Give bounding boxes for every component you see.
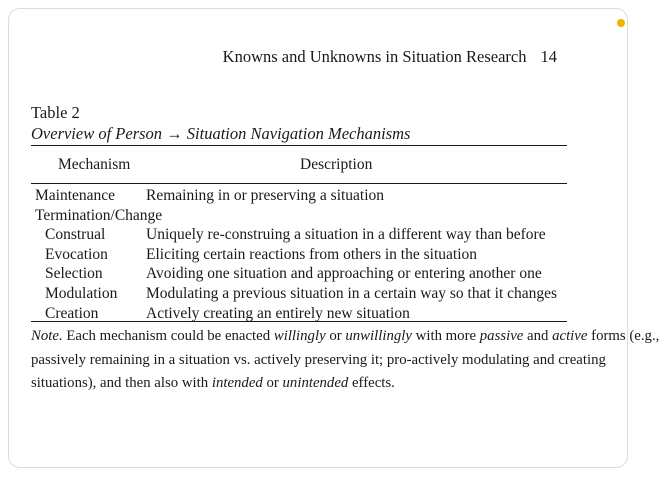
note-emphasis: intended — [211, 375, 263, 391]
note-text: and — [523, 328, 553, 344]
mechanism-cell: Construal — [45, 226, 106, 244]
note-line-1 — [31, 325, 659, 349]
running-head — [0, 47, 557, 67]
table-row — [31, 206, 567, 226]
note-emphasis: active — [552, 328, 588, 344]
description-cell: Remaining in or preserving a situation — [146, 187, 385, 204]
note-text: situations), and then also with — [31, 375, 212, 391]
column-header-mechanism: Mechanism — [58, 156, 131, 173]
note-text: or — [262, 375, 283, 391]
mechanism-cell: Maintenance — [35, 187, 116, 204]
column-header-description: Description — [300, 156, 373, 173]
note-text: or — [325, 328, 346, 344]
note-text: Each mechanism could be enacted — [62, 328, 274, 344]
note-emphasis: unintended — [282, 375, 349, 391]
table-top-rule — [31, 145, 567, 146]
table-row — [31, 225, 567, 245]
note-emphasis: unwillingly — [345, 328, 412, 344]
note-line-2: passively remaining in a situation vs. actively preserving it; pro-actively modulating and creating — [31, 351, 606, 368]
mechanism-cell: Evocation — [45, 245, 108, 263]
mechanism-cell: Modulation — [45, 284, 118, 302]
note-text: effects. — [348, 375, 395, 391]
table-note — [31, 325, 659, 396]
description-cell: Avoiding one situation and approaching or entering another one — [146, 265, 542, 283]
table-body — [31, 186, 567, 323]
description-cell: Actively creating an entirely new situation — [146, 304, 410, 322]
note-emphasis: passive — [479, 328, 524, 344]
table-caption: Overview of Person → Situation Navigation Mechanisms — [31, 124, 411, 143]
table-header-rule — [31, 183, 567, 184]
page-number: 14 — [540, 47, 557, 66]
description-cell: Modulating a previous situation in a certain way so that it changes — [146, 284, 558, 302]
table-bottom-rule — [31, 321, 567, 322]
table-label: Table 2 — [31, 103, 80, 122]
note-line-3 — [31, 372, 576, 396]
table-row — [31, 264, 567, 284]
description-cell: Eliciting certain reactions from others in the situation — [146, 245, 478, 263]
running-title: Knowns and Unknowns in Situation Research — [222, 47, 527, 66]
note-text: with more — [411, 328, 480, 344]
note-text: forms (e.g., — [587, 328, 659, 344]
table-row — [31, 245, 567, 265]
note-emphasis: willingly — [273, 328, 326, 344]
note-label: Note. — [31, 328, 63, 344]
mechanism-cell: Creation — [45, 304, 99, 322]
corner-dot — [617, 19, 625, 27]
table-row — [31, 284, 567, 304]
table-row — [31, 186, 567, 206]
description-cell: Uniquely re-construing a situation in a different way than before — [146, 226, 546, 244]
mechanism-cell: Selection — [45, 265, 103, 283]
mechanism-cell: Termination/Change — [35, 206, 163, 224]
